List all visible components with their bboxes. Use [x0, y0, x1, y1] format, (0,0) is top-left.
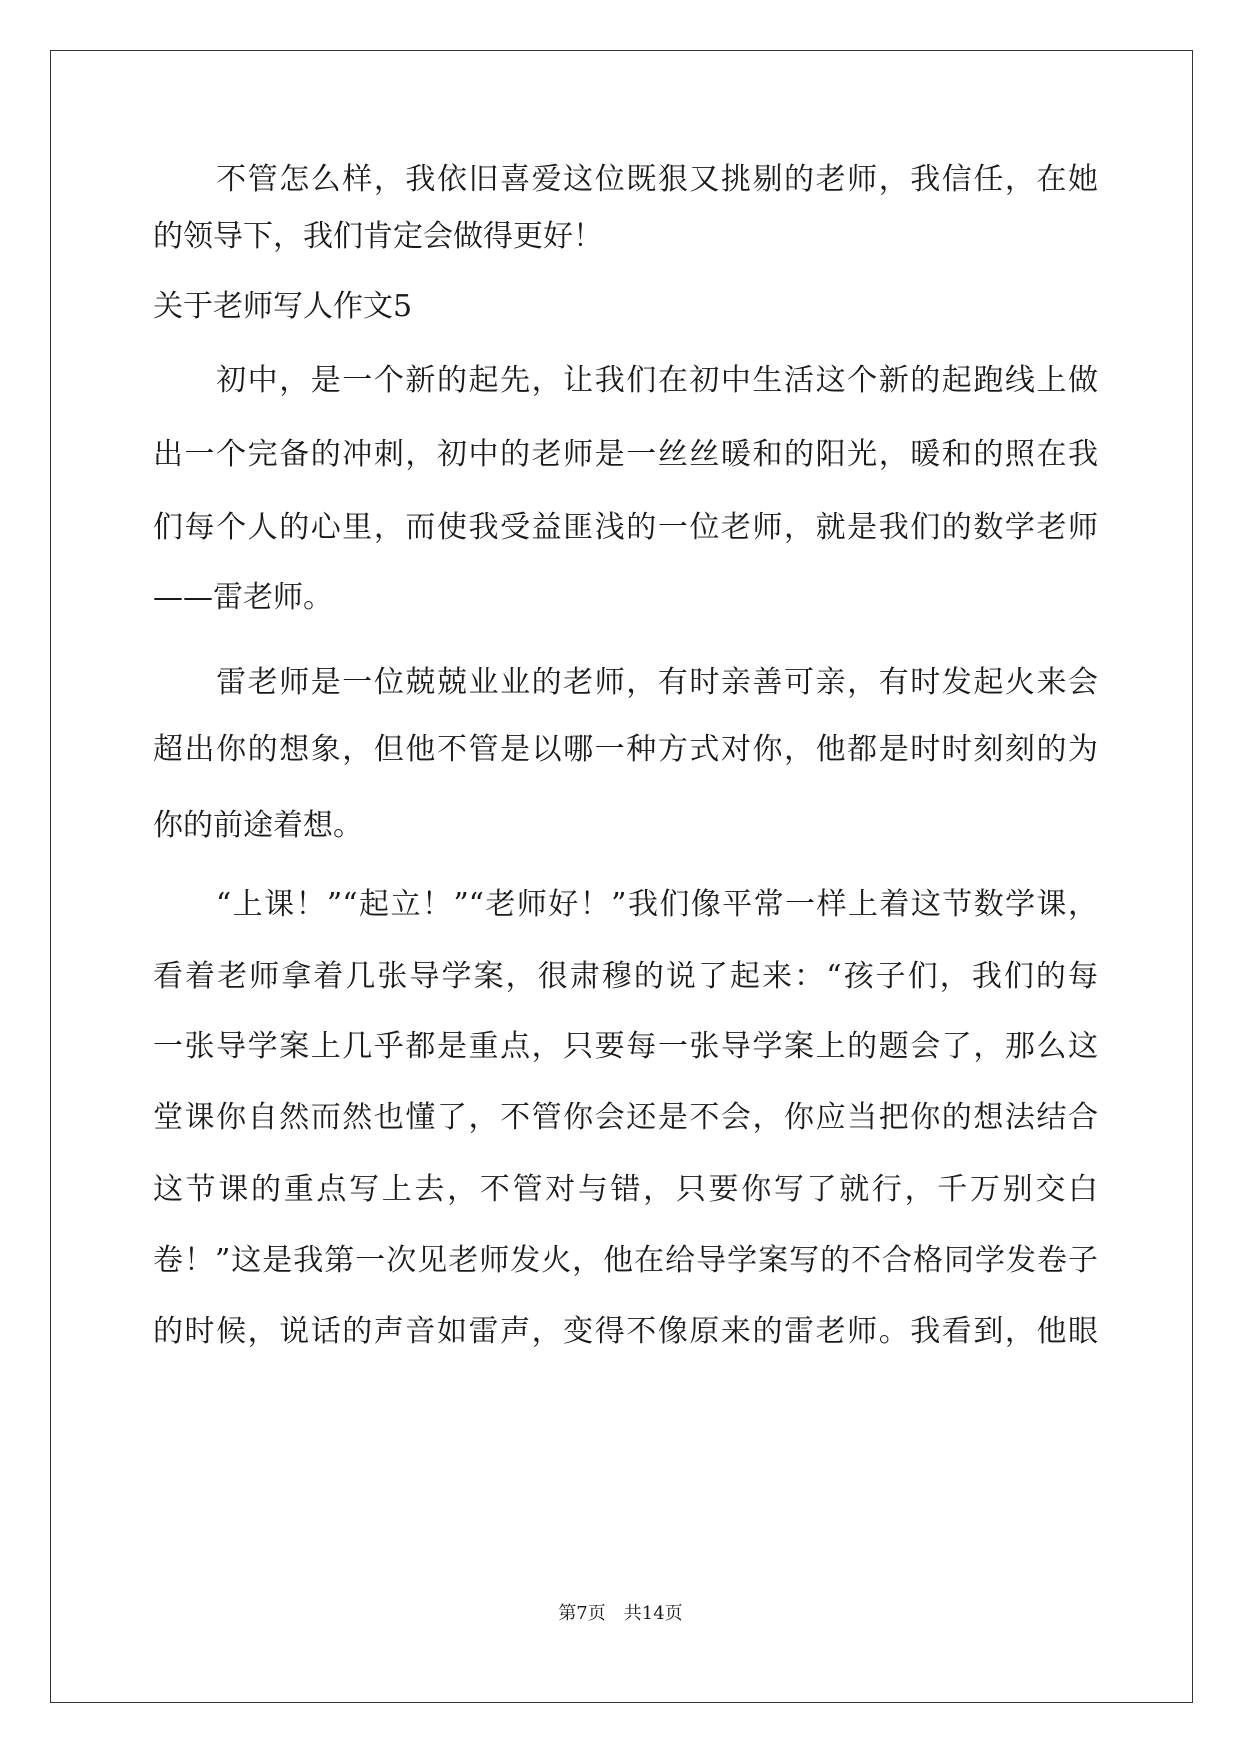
text-line: 的领导下，我们肯定会做得更好！ [153, 219, 603, 254]
text-line: 看着老师拿着几张导学案，很肃穆的说了起来：“孩子们，我们的每 [153, 959, 1098, 994]
text-line: 你的前途着想。 [153, 808, 363, 843]
text-line: 这节课的重点写上去，不管对与错，只要你写了就行，千万别交白 [153, 1172, 1098, 1207]
text-line: 堂课你自然而然也懂了，不管你会还是不会，你应当把你的想法结合 [153, 1100, 1098, 1135]
text-line: 的时候，说话的声音如雷声，变得不像原来的雷老师。我看到，他眼 [153, 1314, 1098, 1349]
text-line: 超出你的想象，但他不管是以哪一种方式对你，他都是时时刻刻的为 [153, 732, 1098, 767]
text-line: 雷老师是一位兢兢业业的老师，有时亲善可亲，有时发起火来会 [153, 665, 1098, 700]
text-line: 初中，是一个新的起先，让我们在初中生活这个新的起跑线上做 [153, 363, 1098, 398]
text-line: 一张导学案上几乎都是重点，只要每一张导学案上的题会了，那么这 [153, 1029, 1098, 1064]
section-heading: 关于老师写人作文5 [153, 289, 413, 324]
page-number: 第7页 共14页 [558, 1603, 683, 1624]
text-line: 卷！”这是我第一次见老师发火，他在给导学案写的不合格同学发卷子 [153, 1243, 1098, 1278]
text-line: ——雷老师。 [153, 580, 333, 615]
text-line: 出一个完备的冲刺，初中的老师是一丝丝暖和的阳光，暖和的照在我 [153, 437, 1098, 472]
text-line: 不管怎么样，我依旧喜爱这位既狠又挑剔的老师，我信任，在她 [153, 162, 1098, 197]
text-line: 们每个人的心里，而使我受益匪浅的一位老师，就是我们的数学老师 [153, 510, 1098, 545]
text-line: “上课！”“起立！”“老师好！”我们像平常一样上着这节数学课， [153, 887, 1098, 922]
